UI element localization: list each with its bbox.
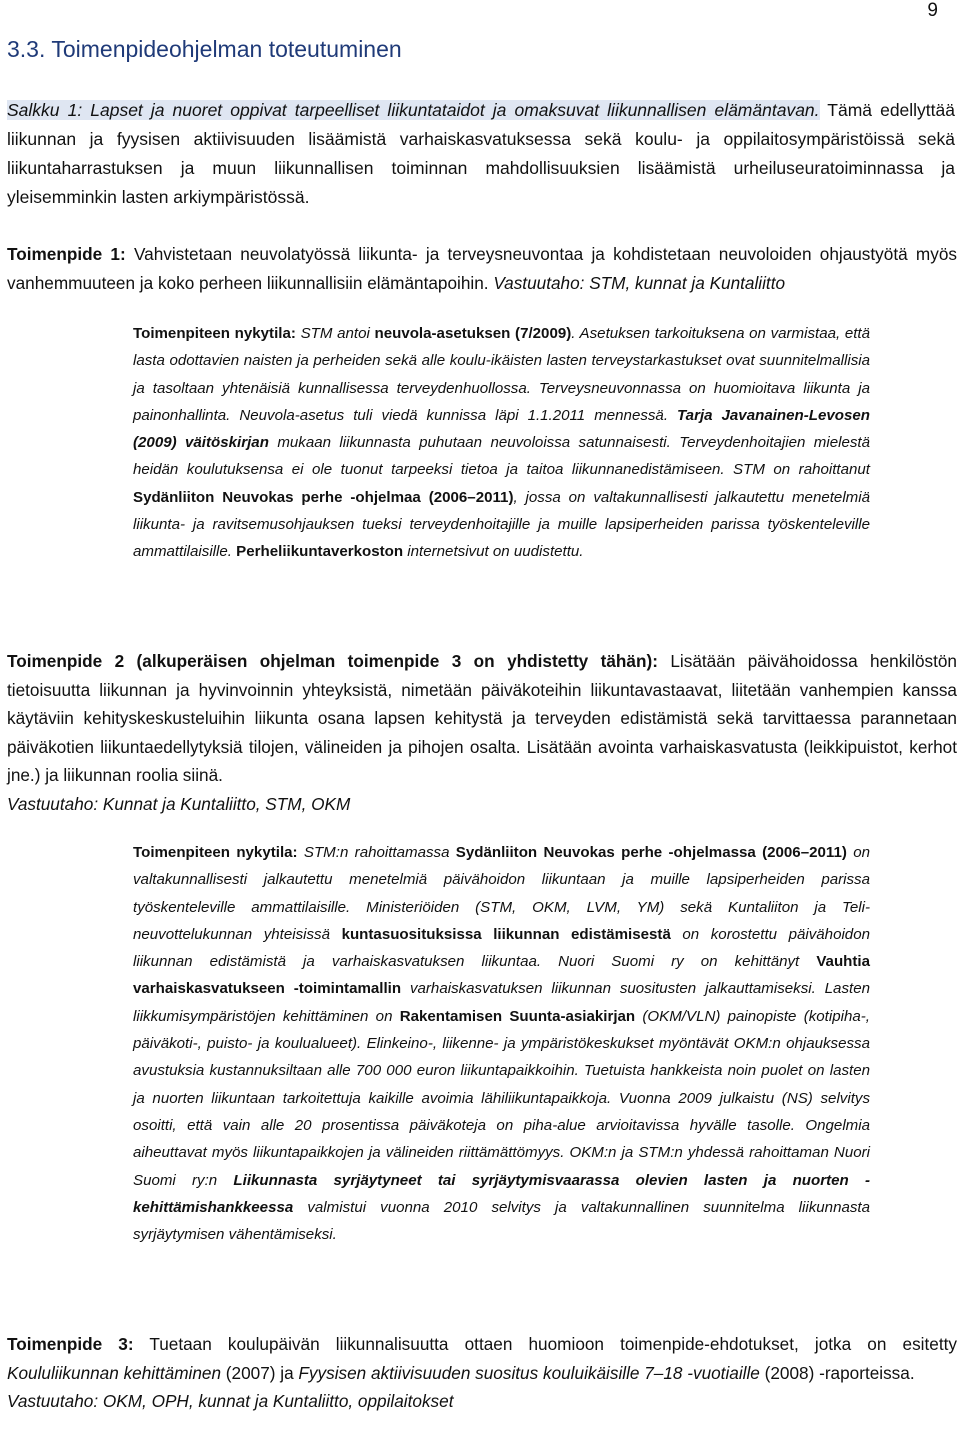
- neuvokas-perhe-reference: Sydänliiton Neuvokas perhe -ohjelmaa (2006–2011): [133, 488, 514, 506]
- syrjaytyneet-project-reference: Liikunnasta syrjäytyneet tai syrjäytymisvaarassa olevien lasten ja nuorten -kehittämishankkeessa: [133, 1171, 870, 1216]
- status-2-label: Toimenpiteen nykytila:: [133, 844, 298, 861]
- measure-2-responsible: Vastuutaho: Kunnat ja Kuntaliitto, STM, OKM: [7, 793, 351, 814]
- portfolio-intro: [7, 96, 955, 212]
- measure-3: Toimenpide 3: Tuetaan koulupäivän liikunnalisuutta ottaen huomioon toimenpide-ehdotukset, jotka on esitetty Koululiikunnan kehittäminen (2007) ja Fyysisen aktiivisuuden suositus kouluikäisille 7–18 -vuotiaille (2008) -raporteissa. Vastuutaho: OKM, OPH, kunnat ja Kuntaliitto, oppilaitokset: [7, 1334, 957, 1411]
- report-koululiikunta: Koululiikunnan kehittäminen: [7, 1362, 222, 1383]
- dissertation-reference: Tarja Javanainen-Levosen (2009) väitöskirjan: [133, 406, 870, 452]
- measure-1-text: Vahvistetaan neuvolatyössä liikunta- ja terveysneuvontaa ja kohdistetaan neuvoloiden ohjaustyötä myös vanhemmuuteen ja koko perheen liikunnallisiin elämäntapoihin.: [7, 244, 957, 293]
- measure-2-label: Toimenpide 2 (alkuperäisen ohjelman toimenpide 3 on yhdistetty tähän):: [7, 651, 658, 671]
- status-1-label: Toimenpiteen nykytila:: [133, 325, 296, 342]
- portfolio-description: Tämä edellyttää liikunnan ja fyysisen aktiivisuuden lisäämistä varhaiskasvatuksessa sekä koulu- ja oppilaitosympäristöissä sekä liikuntaharrastuksen ja muun liikunnallisen toiminnan mahdollisuuksien lisäämistä urheiluseuratoiminnassa ja yleisemminkin lasten arkiympäristössä.: [7, 100, 955, 207]
- section-heading: 3.3. Toimenpideohjelman toteutuminen: [7, 36, 402, 62]
- measure-1-responsible: Vastuutaho: STM, kunnat ja Kuntaliitto: [493, 272, 786, 293]
- measure-2-text: Lisätään päivähoidossa henkilöstön tietoisuutta liikunnan ja hyvinvoinnin yhteyksistä, nimetään päiväkoteihin liikuntavastaavat, liitetään vanhempien kanssa käytäviin kehityskeskusteluihin liikunta osana lapsen kehitystä ja terveyden edistämistä sekä tarvittaessa parannetaan päiväkotien liikuntaedellytyksiä tilojen, välineiden ja pihojen osalta. Lisätään avointa varhaiskasvatusta (leikkipuistot, kerhot jne.) ja liikunnan roolia siinä.: [7, 651, 957, 785]
- vauhtia-reference: Vauhtia varhaiskasvatukseen -toimintamallin: [133, 953, 870, 998]
- kuntasuositukset-reference: kuntasuosituksissa liikunnan edistämisestä: [341, 925, 671, 943]
- portfolio-title: Salkku 1: Lapset ja nuoret oppivat tarpeelliset liikuntataidot ja omaksuvat liikunnallisen elämäntavan.: [7, 100, 820, 120]
- measure-3-label: Toimenpide 3:: [7, 1334, 134, 1354]
- neuvokas-perhe-program-reference: Sydänliiton Neuvokas perhe -ohjelmassa (2006–2011): [455, 844, 847, 861]
- measure-1: [7, 240, 957, 297]
- measure-1-label: Toimenpide 1:: [7, 244, 126, 264]
- measure-2: [7, 647, 957, 818]
- suunta-asiakirja-reference: Rakentamisen Suunta-asiakirjan: [399, 1007, 636, 1025]
- report-fyysinen-aktiivisuus: Fyysisen aktiivisuuden suositus kouluikäisille 7–18 -vuotiaille: [298, 1362, 760, 1383]
- perheliikuntaverkosto-reference: Perheliikuntaverkoston: [236, 543, 404, 561]
- measure-1-status: Toimenpiteen nykytila: STM antoi neuvola-asetuksen (7/2009). Asetuksen tarkoituksena on varmistaa, että lasta odottavien naisten ja perheiden sekä alle koulu-ikäisten lasten terveystarkastukset ovat suunnitelmallisia ja tasoltaan yhtenäisiä kunnallisessa terveydenhuollossa. Terveysneuvonnassa on huomioitava liikunta ja painonhallinta. Neuvola-asetus tuli viedä kunnissa läpi 1.1.2011 mennessä. Tarja Javanainen-Levosen (2009) väitöskirjan mukaan liikunnasta puhutaan neuvoloissa satunnaisesti. Terveydenhoitajien mielestä heidän koulutuksensa ei ole tuonut tarpeeksi tietoa ja taitoa liikunnanedistämiseen. STM on rahoittanut Sydänliiton Neuvokas perhe -ohjelmaa (2006–2011), jossa on valtakunnallisesti jalkautettu menetelmiä liikunta- ja ravitsemusohjauksen tueksi terveydenhoitajille ja muille lapsiperheiden parissa työskenteleville ammattilaisille. Perheliikuntaverkoston internetsivut on uudistettu.: [133, 325, 871, 561]
- measure-2-status: Toimenpiteen nykytila: STM:n rahoittamassa Sydänliiton Neuvokas perhe -ohjelmassa (2006–2011) on valtakunnallisesti jalkautettu menetelmiä päivähoidon liikuntaan ja muille lapsiperheiden parissa työskenteleville ammattilaisille. Ministeriöiden (STM, OKM, LVM, YM) sekä Kuntaliiton ja Teli-neuvottelukunnan yhteisissä kuntasuosituksissa liikunnan edistämisestä on korostettu päivähoidon liikunnan edistämistä ja varhaiskasvatuksen liikuntaa. Nuori Suomi ry on kehittänyt Vauhtia varhaiskasvatukseen -toimintamallin varhaiskasvatuksen liikunnan suositusten jalkauttamiseksi. Lasten liikkumisympäristöjen kehittäminen on Rakentamisen Suunta-asiakirjan (OKM/VLN) painopiste (kotipiha-, päiväkoti-, puisto- ja koulualueet). Elinkeino-, liikenne- ja ympäristökeskukset myöntävät OKM:n ohjauksessa avustuksia kustannuksiltaan alle 700 000 euron liikuntapaikkoihin. Tuetuista hankkeista noin puolet on lasten ja nuorten liikuntaan tarkoitettuja kaikille avoimia lähiliikuntapaikkoja. Vuonna 2009 julkaistu (NS) selvitys osoitti, että vain alle 20 prosentissa päiväkoteja on piha-alue arvioitavissa hyvälle tasolle. Ongelmia aiheuttavat myös liikuntapaikkojen ja välineiden riittämättömyys. OKM:n ja STM:n yhdessä rahoittaman Nuori Suomi ry:n Liikunnasta syrjäytyneet tai syrjäytymisvaarassa olevien lasten ja nuorten -kehittämishankkeessa valmistui vuonna 2010 selvitys ja valtakunnallinen suunnitelma liikunnasta syrjäytymisen vähentämiseksi.: [133, 844, 870, 1244]
- measure-3-responsible: Vastuutaho: OKM, OPH, kunnat ja Kuntaliitto, oppilaitokset: [7, 1391, 454, 1411]
- neuvola-asetus-reference: neuvola-asetuksen (7/2009): [374, 325, 572, 342]
- page-number: 9: [927, 0, 938, 21]
